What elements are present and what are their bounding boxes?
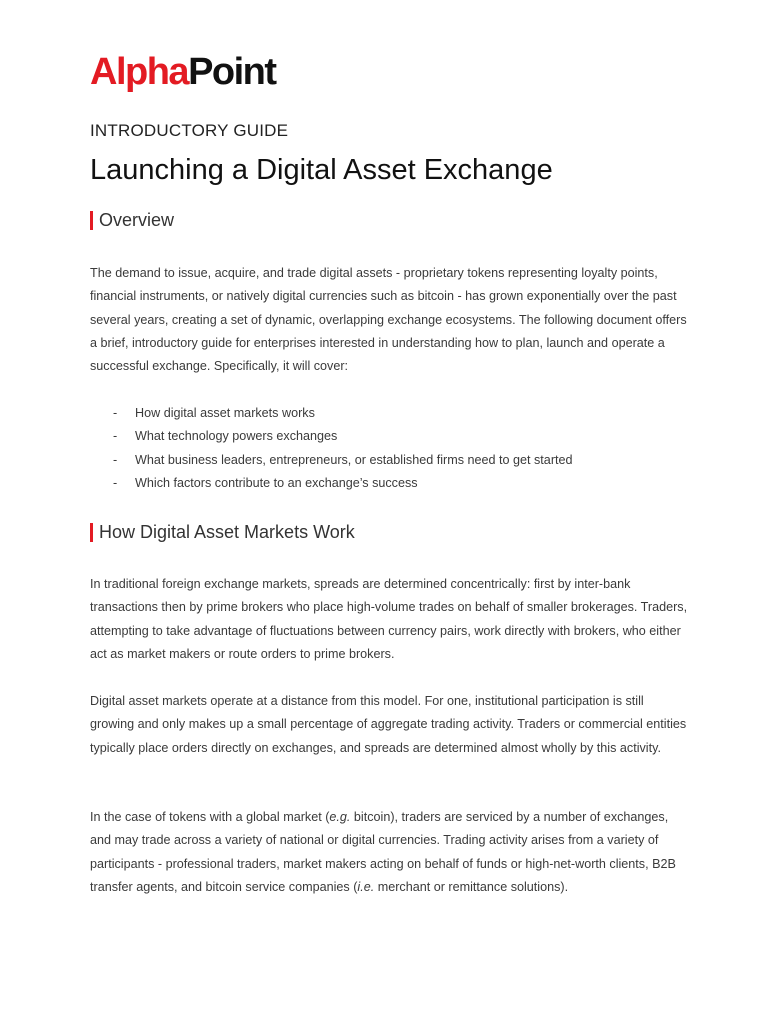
p3-ie-italic: i.e. — [357, 879, 375, 894]
bullet-marker: - — [113, 406, 118, 420]
bullet-text: What business leaders, entrepreneurs, or established firms need to get started — [135, 452, 573, 467]
bullet-text: What technology powers exchanges — [135, 429, 338, 444]
p3-text-a: In the case of tokens with a global market ( — [90, 810, 330, 824]
list-item — [90, 402, 690, 425]
p3-eg-italic: e.g. — [329, 810, 351, 824]
bullet-text: How digital asset markets works — [135, 406, 315, 420]
bullet-marker: - — [113, 429, 118, 444]
markets-paragraph-1: In traditional foreign exchange markets, spreads are determined concentrically: first by inter-bank transactions then by prime brokers who place high-volume trades on behalf of smaller brokerages. Traders, attempting to take advantage of fluctuations between currency pairs, work directly with brokers, who either act as market makers or route orders to prime brokers. — [90, 577, 688, 661]
document-title: Launching a Digital Asset Exchange — [90, 154, 553, 186]
markets-paragraph-2: Digital asset markets operate at a distance from this model. For one, institutional participation is still growing and only makes up a small percentage of aggregate trading activity. Traders or commercial entities typically place orders directly on exchanges, and spreads are determined almost wholly by this activity. — [90, 694, 687, 755]
p3-text-b: bitcoin), traders are serviced by a number of exchanges, and may trade across a variety of national or digital currencies. Trading activity arises from a variety of participants - professional traders, market makers acting on behalf of funds or high-net-worth clients, B2B transfer agents, and bitcoin service companies ( — [90, 810, 676, 894]
document-eyebrow: INTRODUCTORY GUIDE — [90, 121, 289, 140]
bullet-marker: - — [113, 452, 118, 467]
bullet-text: Which factors contribute to an exchange’s success — [135, 475, 418, 490]
section-accent-bar — [90, 523, 93, 542]
overview-paragraph: The demand to issue, acquire, and trade digital assets - proprietary tokens representing loyalty points, financial instruments, or natively digital currencies such as bitcoin - has grown exponentially over the past several years, creating a set of dynamic, overlapping exchange ecosystems. The following document offers a brief, introductory guide for enterprises interested in understanding how to plan, launch and operate a successful exchange. Specifically, it will cover: — [90, 266, 687, 374]
markets-heading — [90, 522, 355, 543]
list-item — [90, 472, 690, 495]
list-item — [90, 449, 690, 472]
markets-heading-text: How Digital Asset Markets Work — [99, 522, 355, 542]
bullet-marker: - — [113, 475, 118, 490]
list-item — [90, 425, 690, 448]
alphapoint-logo — [90, 50, 276, 94]
markets-paragraph-3 — [90, 806, 690, 899]
section-accent-bar — [90, 211, 93, 230]
logo-alpha-text: Alpha — [90, 51, 189, 93]
p3-text-c: merchant or remittance solutions). — [374, 879, 569, 894]
overview-heading-text: Overview — [99, 210, 175, 230]
overview-bullet-list — [90, 402, 690, 495]
overview-heading — [90, 210, 174, 231]
logo-point-text: Point — [188, 51, 276, 93]
